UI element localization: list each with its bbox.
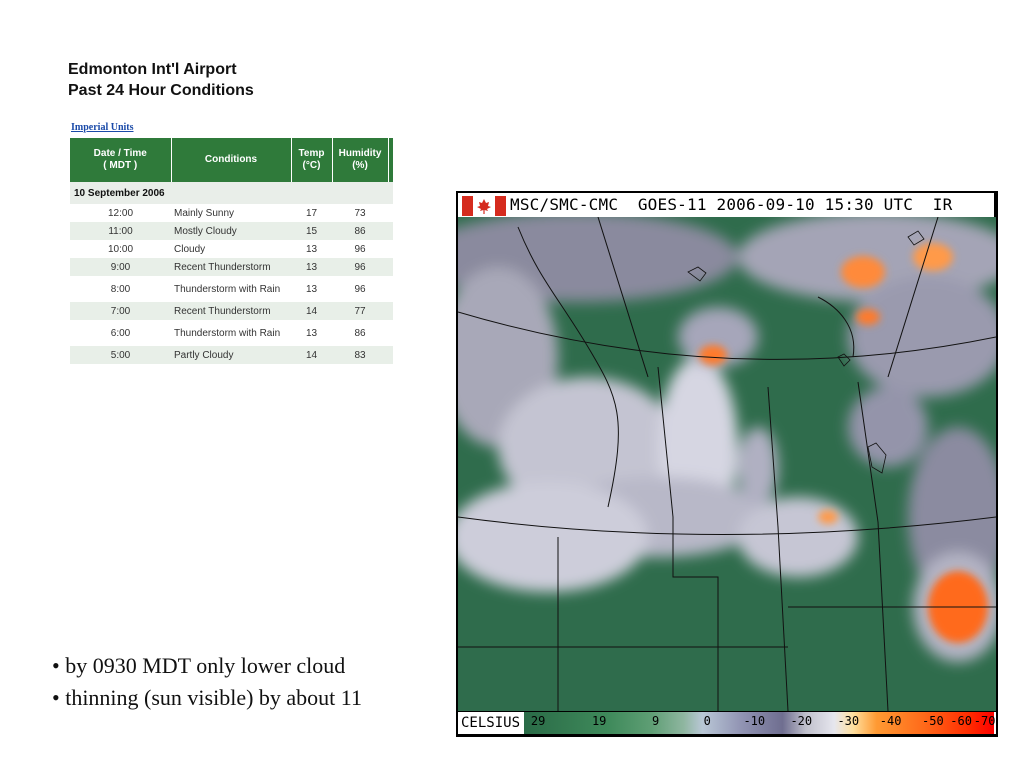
cell-humidity: 86	[354, 327, 366, 339]
cell-temp: 17	[305, 207, 318, 219]
cell-humidity: 96	[332, 258, 388, 276]
cell-time: 12:00	[107, 207, 134, 219]
table-row	[70, 204, 393, 222]
satellite-header	[458, 193, 994, 217]
cell-time: 8:00	[110, 283, 131, 295]
legend-tick: -70	[973, 714, 996, 728]
cell-time: 5:00	[70, 346, 171, 364]
date-row	[70, 182, 393, 204]
legend-tick: -20	[790, 714, 813, 728]
header-cut-column	[388, 138, 393, 182]
legend-tick: 19	[591, 714, 607, 728]
header-conditions: Conditions	[171, 138, 291, 182]
table-row	[70, 222, 393, 240]
table-row	[70, 302, 393, 320]
note-bullet-1: • by 0930 MDT only lower cloud	[52, 653, 346, 678]
cell-humidity: 86	[332, 222, 388, 240]
legend-tick: -30	[837, 714, 860, 728]
station-name: Edmonton Int'l Airport	[68, 61, 237, 78]
table-row-partial	[70, 364, 393, 376]
cell-condition: Recent Thunderstorm	[171, 258, 291, 276]
cell-temp: 13	[305, 243, 318, 255]
legend-color-bar	[524, 712, 994, 734]
satellite-map	[458, 217, 996, 711]
table-row	[70, 240, 393, 258]
temperature-legend	[458, 712, 996, 734]
satellite-ir-image	[458, 217, 996, 711]
header-humidity: Humidity (%)	[332, 138, 388, 182]
satellite-panel	[456, 191, 998, 737]
header-temp: Temp (°C)	[291, 138, 332, 182]
cell-temp: 14	[291, 302, 332, 320]
imperial-units-link[interactable]: Imperial Units	[71, 122, 134, 133]
cell-time: 10:00	[107, 243, 134, 255]
cell-time: 7:00	[70, 302, 171, 320]
cell-humidity: 96	[354, 243, 366, 255]
table-row	[70, 276, 393, 302]
legend-tick: -50	[922, 714, 944, 728]
table-row	[70, 320, 393, 346]
cell-temp: 13	[305, 283, 318, 295]
legend-tick: 9	[651, 714, 660, 728]
cell-condition: Thunderstorm with Rain	[174, 327, 281, 339]
legend-tick: -40	[879, 714, 902, 728]
cell-time: 11:00	[70, 222, 171, 240]
cell-temp: 15	[291, 222, 332, 240]
cell-humidity: 77	[332, 302, 388, 320]
cell-temp: 14	[291, 346, 332, 364]
cell-condition: Partly Cloudy	[171, 346, 291, 364]
legend-unit-label: CELSIUS	[461, 715, 521, 731]
cell-condition: Mostly Cloudy	[171, 222, 291, 240]
canada-flag-icon	[462, 196, 506, 216]
legend-tick: -60	[950, 714, 972, 728]
station-title	[68, 59, 254, 101]
legend-tick: 29	[530, 714, 546, 728]
cell-temp: 13	[305, 327, 318, 339]
satellite-title: MSC/SMC-CMC GOES-11 2006-09-10 15:30 UTC IR	[510, 195, 953, 214]
table-row	[70, 258, 393, 276]
cell-condition: Recent Thunderstorm	[171, 302, 291, 320]
cell-time: 9:00	[70, 258, 171, 276]
legend-tick: 0	[703, 714, 711, 728]
date-label: 10 September 2006	[70, 182, 393, 204]
cell-humidity: 83	[332, 346, 388, 364]
header-datetime: Date / Time ( MDT )	[70, 138, 171, 182]
cell-condition: Cloudy	[174, 243, 206, 255]
legend-tick: -10	[743, 714, 766, 728]
cell-humidity: 96	[354, 283, 366, 295]
cell-temp: 13	[291, 258, 332, 276]
notes-list	[52, 650, 362, 714]
table-row	[70, 346, 393, 364]
note-bullet-2: • thinning (sun visible) by about 11	[52, 685, 362, 710]
conditions-table-wrapper	[70, 138, 393, 388]
table-header-row	[70, 138, 393, 182]
cell-humidity: 73	[354, 207, 366, 219]
cell-condition: Mainly Sunny	[174, 207, 235, 219]
cell-time: 6:00	[110, 327, 131, 339]
cell-condition: Thunderstorm with Rain	[174, 283, 281, 295]
conditions-table	[70, 138, 393, 376]
conditions-subtitle: Past 24 Hour Conditions	[68, 82, 254, 99]
